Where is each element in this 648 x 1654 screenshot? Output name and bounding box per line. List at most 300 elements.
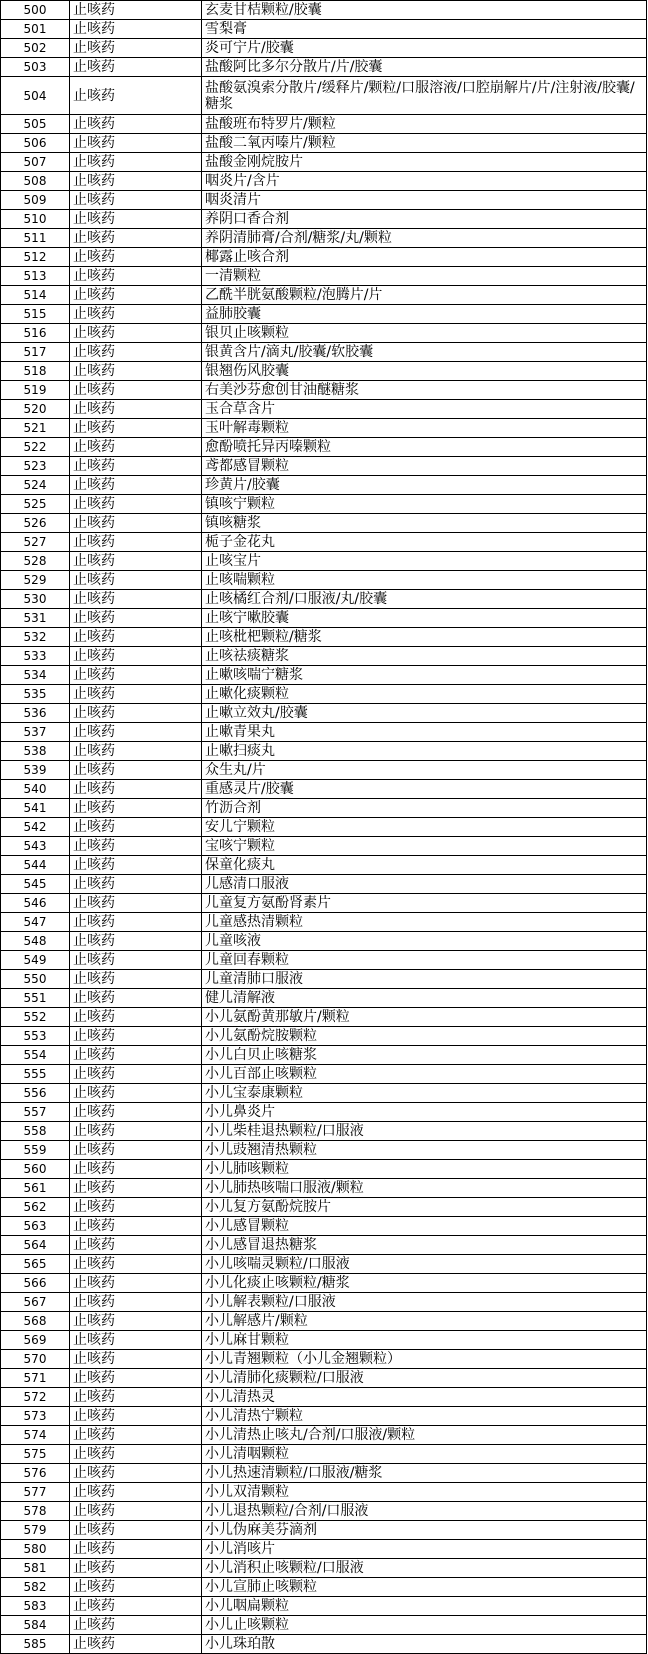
- category-cell: 止咳药: [70, 780, 202, 799]
- category-cell: 止咳药: [70, 742, 202, 761]
- drug-name-cell: 止嗽咳喘宁糖浆: [202, 666, 647, 685]
- category-cell: 止咳药: [70, 989, 202, 1008]
- table-row: [1, 210, 647, 229]
- drug-name-cell: 安儿宁颗粒: [202, 818, 647, 837]
- row-number-cell: 570: [1, 1350, 70, 1369]
- category-cell: 止咳药: [70, 1369, 202, 1388]
- row-number-cell: 504: [1, 77, 70, 115]
- category-cell: 止咳药: [70, 1521, 202, 1540]
- row-number-cell: 566: [1, 1274, 70, 1293]
- table-row: [1, 1445, 647, 1464]
- table-row: [1, 1578, 647, 1597]
- drug-name-cell: 小儿白贝止咳糖浆: [202, 1046, 647, 1065]
- category-cell: 止咳药: [70, 457, 202, 476]
- drug-name-cell: 小儿化痰止咳颗粒/糖浆: [202, 1274, 647, 1293]
- drug-name-cell: 愈酚喷托异丙嗪颗粒: [202, 438, 647, 457]
- table-row: [1, 818, 647, 837]
- category-cell: 止咳药: [70, 495, 202, 514]
- table-row: [1, 172, 647, 191]
- row-number-cell: 584: [1, 1616, 70, 1635]
- table-row: [1, 1, 647, 20]
- category-cell: 止咳药: [70, 172, 202, 191]
- category-cell: 止咳药: [70, 837, 202, 856]
- drug-name-cell: 小儿柴桂退热颗粒/口服液: [202, 1122, 647, 1141]
- table-row: [1, 514, 647, 533]
- table-row: [1, 761, 647, 780]
- drug-name-cell: 止嗽青果丸: [202, 723, 647, 742]
- row-number-cell: 553: [1, 1027, 70, 1046]
- table-row: [1, 77, 647, 115]
- drug-name-cell: 小儿咽扁颗粒: [202, 1597, 647, 1616]
- drug-name-cell: 小儿双清颗粒: [202, 1483, 647, 1502]
- row-number-cell: 583: [1, 1597, 70, 1616]
- category-cell: 止咳药: [70, 1, 202, 20]
- category-cell: 止咳药: [70, 134, 202, 153]
- drug-name-cell: 右美沙芬愈创甘油醚糖浆: [202, 381, 647, 400]
- category-cell: 止咳药: [70, 1179, 202, 1198]
- category-cell: 止咳药: [70, 248, 202, 267]
- row-number-cell: 567: [1, 1293, 70, 1312]
- drug-name-cell: 众生丸/片: [202, 761, 647, 780]
- category-cell: 止咳药: [70, 229, 202, 248]
- row-number-cell: 539: [1, 761, 70, 780]
- row-number-cell: 551: [1, 989, 70, 1008]
- table-row: [1, 362, 647, 381]
- row-number-cell: 513: [1, 267, 70, 286]
- row-number-cell: 512: [1, 248, 70, 267]
- drug-name-cell: 小儿宝泰康颗粒: [202, 1084, 647, 1103]
- category-cell: 止咳药: [70, 514, 202, 533]
- drug-name-cell: 小儿豉翘清热颗粒: [202, 1141, 647, 1160]
- category-cell: 止咳药: [70, 1540, 202, 1559]
- category-cell: 止咳药: [70, 1597, 202, 1616]
- category-cell: 止咳药: [70, 894, 202, 913]
- table-row: [1, 39, 647, 58]
- table-row: [1, 647, 647, 666]
- category-cell: 止咳药: [70, 723, 202, 742]
- table-row: [1, 1369, 647, 1388]
- drug-name-cell: 小儿氨酚黄那敏片/颗粒: [202, 1008, 647, 1027]
- drug-name-cell: 止咳宁嗽胶囊: [202, 609, 647, 628]
- category-cell: 止咳药: [70, 1141, 202, 1160]
- table-row: [1, 134, 647, 153]
- category-cell: 止咳药: [70, 1350, 202, 1369]
- table-row: [1, 609, 647, 628]
- drug-name-cell: 炎可宁片/胶囊: [202, 39, 647, 58]
- row-number-cell: 540: [1, 780, 70, 799]
- drug-name-cell: 镇咳宁颗粒: [202, 495, 647, 514]
- category-cell: 止咳药: [70, 1008, 202, 1027]
- drug-name-cell: 小儿肺咳颗粒: [202, 1160, 647, 1179]
- category-cell: 止咳药: [70, 951, 202, 970]
- table-row: [1, 552, 647, 571]
- table-row: [1, 267, 647, 286]
- row-number-cell: 501: [1, 20, 70, 39]
- table-row: [1, 115, 647, 134]
- table-row: [1, 1217, 647, 1236]
- table-row: [1, 932, 647, 951]
- table-row: [1, 1141, 647, 1160]
- row-number-cell: 571: [1, 1369, 70, 1388]
- table-row: [1, 951, 647, 970]
- table-row: [1, 799, 647, 818]
- category-cell: 止咳药: [70, 1445, 202, 1464]
- category-cell: 止咳药: [70, 799, 202, 818]
- category-cell: 止咳药: [70, 1559, 202, 1578]
- drug-name-cell: 银黄含片/滴丸/胶囊/软胶囊: [202, 343, 647, 362]
- row-number-cell: 560: [1, 1160, 70, 1179]
- drug-name-cell: 镇咳糖浆: [202, 514, 647, 533]
- row-number-cell: 524: [1, 476, 70, 495]
- row-number-cell: 542: [1, 818, 70, 837]
- row-number-cell: 529: [1, 571, 70, 590]
- row-number-cell: 564: [1, 1236, 70, 1255]
- table-row: [1, 628, 647, 647]
- category-cell: 止咳药: [70, 381, 202, 400]
- drug-name-cell: 小儿清咽颗粒: [202, 1445, 647, 1464]
- drug-name-cell: 小儿百部止咳颗粒: [202, 1065, 647, 1084]
- category-cell: 止咳药: [70, 1160, 202, 1179]
- row-number-cell: 505: [1, 115, 70, 134]
- table-row: [1, 1179, 647, 1198]
- category-cell: 止咳药: [70, 343, 202, 362]
- row-number-cell: 536: [1, 704, 70, 723]
- drug-name-cell: 盐酸金刚烷胺片: [202, 153, 647, 172]
- table-row: [1, 419, 647, 438]
- row-number-cell: 518: [1, 362, 70, 381]
- category-cell: 止咳药: [70, 305, 202, 324]
- row-number-cell: 516: [1, 324, 70, 343]
- table-row: [1, 1597, 647, 1616]
- row-number-cell: 547: [1, 913, 70, 932]
- drug-name-cell: 竹沥合剂: [202, 799, 647, 818]
- table-row: [1, 742, 647, 761]
- category-cell: 止咳药: [70, 1616, 202, 1635]
- row-number-cell: 530: [1, 590, 70, 609]
- row-number-cell: 548: [1, 932, 70, 951]
- drug-name-cell: 玉叶解毒颗粒: [202, 419, 647, 438]
- drug-name-cell: 小儿清热宁颗粒: [202, 1407, 647, 1426]
- row-number-cell: 554: [1, 1046, 70, 1065]
- category-cell: 止咳药: [70, 1331, 202, 1350]
- table-row: [1, 590, 647, 609]
- drug-name-cell: 儿童复方氨酚肾素片: [202, 894, 647, 913]
- table-row: [1, 1084, 647, 1103]
- row-number-cell: 507: [1, 153, 70, 172]
- row-number-cell: 579: [1, 1521, 70, 1540]
- table-row: [1, 20, 647, 39]
- table-row: [1, 1540, 647, 1559]
- table-row: [1, 571, 647, 590]
- row-number-cell: 528: [1, 552, 70, 571]
- category-cell: 止咳药: [70, 438, 202, 457]
- drug-name-cell: 咽炎片/含片: [202, 172, 647, 191]
- category-cell: 止咳药: [70, 647, 202, 666]
- row-number-cell: 582: [1, 1578, 70, 1597]
- row-number-cell: 575: [1, 1445, 70, 1464]
- drug-name-cell: 儿童回春颗粒: [202, 951, 647, 970]
- table-row: [1, 1331, 647, 1350]
- category-cell: 止咳药: [70, 1578, 202, 1597]
- category-cell: 止咳药: [70, 419, 202, 438]
- row-number-cell: 559: [1, 1141, 70, 1160]
- category-cell: 止咳药: [70, 1084, 202, 1103]
- drug-name-cell: 止咳宝片: [202, 552, 647, 571]
- table-row: [1, 286, 647, 305]
- row-number-cell: 552: [1, 1008, 70, 1027]
- row-number-cell: 506: [1, 134, 70, 153]
- table-row: [1, 1065, 647, 1084]
- category-cell: 止咳药: [70, 970, 202, 989]
- category-cell: 止咳药: [70, 210, 202, 229]
- drug-name-cell: 小儿热速清颗粒/口服液/糖浆: [202, 1464, 647, 1483]
- table-row: [1, 989, 647, 1008]
- row-number-cell: 526: [1, 514, 70, 533]
- table-row: [1, 248, 647, 267]
- table-row: [1, 780, 647, 799]
- drug-name-cell: 银贝止咳颗粒: [202, 324, 647, 343]
- category-cell: 止咳药: [70, 1122, 202, 1141]
- table-body: [1, 1, 647, 1654]
- row-number-cell: 546: [1, 894, 70, 913]
- category-cell: 止咳药: [70, 476, 202, 495]
- row-number-cell: 573: [1, 1407, 70, 1426]
- row-number-cell: 535: [1, 685, 70, 704]
- row-number-cell: 572: [1, 1388, 70, 1407]
- drug-name-cell: 珍黄片/胶囊: [202, 476, 647, 495]
- table-row: [1, 1388, 647, 1407]
- table-row: [1, 305, 647, 324]
- category-cell: 止咳药: [70, 1236, 202, 1255]
- row-number-cell: 521: [1, 419, 70, 438]
- drug-name-cell: 椰露止咳合剂: [202, 248, 647, 267]
- category-cell: 止咳药: [70, 77, 202, 115]
- row-number-cell: 510: [1, 210, 70, 229]
- table-row: [1, 1350, 647, 1369]
- table-row: [1, 837, 647, 856]
- drug-name-cell: 小儿咳喘灵颗粒/口服液: [202, 1255, 647, 1274]
- table-row: [1, 381, 647, 400]
- row-number-cell: 574: [1, 1426, 70, 1445]
- row-number-cell: 511: [1, 229, 70, 248]
- category-cell: 止咳药: [70, 875, 202, 894]
- drug-name-cell: 小儿解感片/颗粒: [202, 1312, 647, 1331]
- row-number-cell: 561: [1, 1179, 70, 1198]
- table-row: [1, 875, 647, 894]
- category-cell: 止咳药: [70, 685, 202, 704]
- drug-name-cell: 养阴清肺膏/合剂/糖浆/丸/颗粒: [202, 229, 647, 248]
- category-cell: 止咳药: [70, 856, 202, 875]
- category-cell: 止咳药: [70, 191, 202, 210]
- category-cell: 止咳药: [70, 533, 202, 552]
- drug-name-cell: 儿童咳液: [202, 932, 647, 951]
- table-row: [1, 229, 647, 248]
- table-row: [1, 1464, 647, 1483]
- drug-name-cell: 小儿清热灵: [202, 1388, 647, 1407]
- drug-name-cell: 止咳祛痰糖浆: [202, 647, 647, 666]
- category-cell: 止咳药: [70, 761, 202, 780]
- drug-name-cell: 小儿肺热咳喘口服液/颗粒: [202, 1179, 647, 1198]
- table-row: [1, 58, 647, 77]
- drug-name-cell: 栀子金花丸: [202, 533, 647, 552]
- row-number-cell: 543: [1, 837, 70, 856]
- category-cell: 止咳药: [70, 1274, 202, 1293]
- table-row: [1, 1255, 647, 1274]
- table-row: [1, 1122, 647, 1141]
- drug-name-cell: 重感灵片/胶囊: [202, 780, 647, 799]
- row-number-cell: 533: [1, 647, 70, 666]
- drug-name-cell: 止嗽立效丸/胶囊: [202, 704, 647, 723]
- row-number-cell: 557: [1, 1103, 70, 1122]
- table-row: [1, 1274, 647, 1293]
- table-row: [1, 1502, 647, 1521]
- drug-name-cell: 玄麦甘桔颗粒/胶囊: [202, 1, 647, 20]
- drug-name-cell: 乙酰半胱氨酸颗粒/泡腾片/片: [202, 286, 647, 305]
- drug-name-cell: 益肺胶囊: [202, 305, 647, 324]
- drug-name-cell: 小儿珠珀散: [202, 1635, 647, 1654]
- row-number-cell: 500: [1, 1, 70, 20]
- row-number-cell: 519: [1, 381, 70, 400]
- category-cell: 止咳药: [70, 552, 202, 571]
- row-number-cell: 585: [1, 1635, 70, 1654]
- table-row: [1, 1483, 647, 1502]
- drug-name-cell: 小儿鼻炎片: [202, 1103, 647, 1122]
- row-number-cell: 541: [1, 799, 70, 818]
- category-cell: 止咳药: [70, 1312, 202, 1331]
- row-number-cell: 565: [1, 1255, 70, 1274]
- table-row: [1, 438, 647, 457]
- row-number-cell: 550: [1, 970, 70, 989]
- category-cell: 止咳药: [70, 115, 202, 134]
- category-cell: 止咳药: [70, 1464, 202, 1483]
- table-row: [1, 685, 647, 704]
- table-row: [1, 191, 647, 210]
- row-number-cell: 545: [1, 875, 70, 894]
- table-row: [1, 1008, 647, 1027]
- drug-name-cell: 保童化痰丸: [202, 856, 647, 875]
- row-number-cell: 563: [1, 1217, 70, 1236]
- drug-name-cell: 盐酸二氧丙嗪片/颗粒: [202, 134, 647, 153]
- drug-name-cell: 儿童清肺口服液: [202, 970, 647, 989]
- table-row: [1, 1426, 647, 1445]
- drug-name-cell: 健儿清解液: [202, 989, 647, 1008]
- category-cell: 止咳药: [70, 1388, 202, 1407]
- drug-name-cell: 银翘伤风胶囊: [202, 362, 647, 381]
- drug-name-cell: 儿感清口服液: [202, 875, 647, 894]
- category-cell: 止咳药: [70, 58, 202, 77]
- table-row: [1, 1160, 647, 1179]
- row-number-cell: 562: [1, 1198, 70, 1217]
- category-cell: 止咳药: [70, 20, 202, 39]
- drug-name-cell: 盐酸氨溴索分散片/缓释片/颗粒/口服溶液/口腔崩解片/片/注射液/胶囊/糖浆: [202, 77, 647, 115]
- category-cell: 止咳药: [70, 1483, 202, 1502]
- table-row: [1, 1312, 647, 1331]
- row-number-cell: 576: [1, 1464, 70, 1483]
- drug-name-cell: 儿童感热清颗粒: [202, 913, 647, 932]
- category-cell: 止咳药: [70, 324, 202, 343]
- row-number-cell: 534: [1, 666, 70, 685]
- table-row: [1, 970, 647, 989]
- table-row: [1, 704, 647, 723]
- table-row: [1, 495, 647, 514]
- category-cell: 止咳药: [70, 1103, 202, 1122]
- table-row: [1, 1616, 647, 1635]
- table-row: [1, 1236, 647, 1255]
- row-number-cell: 578: [1, 1502, 70, 1521]
- category-cell: 止咳药: [70, 1046, 202, 1065]
- drug-name-cell: 小儿伪麻美芬滴剂: [202, 1521, 647, 1540]
- drug-name-cell: 小儿感冒退热糖浆: [202, 1236, 647, 1255]
- drug-name-cell: 一清颗粒: [202, 267, 647, 286]
- category-cell: 止咳药: [70, 1065, 202, 1084]
- table-row: [1, 1407, 647, 1426]
- category-cell: 止咳药: [70, 818, 202, 837]
- drug-name-cell: 小儿消咳片: [202, 1540, 647, 1559]
- table-row: [1, 1103, 647, 1122]
- table-row: [1, 1521, 647, 1540]
- drug-name-cell: 小儿解表颗粒/口服液: [202, 1293, 647, 1312]
- category-cell: 止咳药: [70, 1635, 202, 1654]
- drug-name-cell: 止嗽扫痰丸: [202, 742, 647, 761]
- row-number-cell: 509: [1, 191, 70, 210]
- drug-name-cell: 小儿复方氨酚烷胺片: [202, 1198, 647, 1217]
- drug-name-cell: 雪梨膏: [202, 20, 647, 39]
- category-cell: 止咳药: [70, 1027, 202, 1046]
- row-number-cell: 520: [1, 400, 70, 419]
- category-cell: 止咳药: [70, 1255, 202, 1274]
- table-row: [1, 324, 647, 343]
- drug-name-cell: 止嗽化痰颗粒: [202, 685, 647, 704]
- row-number-cell: 525: [1, 495, 70, 514]
- table-row: [1, 1635, 647, 1654]
- table-row: [1, 723, 647, 742]
- category-cell: 止咳药: [70, 913, 202, 932]
- table-row: [1, 1046, 647, 1065]
- row-number-cell: 523: [1, 457, 70, 476]
- table-row: [1, 457, 647, 476]
- drug-name-cell: 小儿清肺化痰颗粒/口服液: [202, 1369, 647, 1388]
- row-number-cell: 532: [1, 628, 70, 647]
- row-number-cell: 556: [1, 1084, 70, 1103]
- row-number-cell: 527: [1, 533, 70, 552]
- drug-name-cell: 小儿清热止咳丸/合剂/口服液/颗粒: [202, 1426, 647, 1445]
- row-number-cell: 569: [1, 1331, 70, 1350]
- row-number-cell: 537: [1, 723, 70, 742]
- category-cell: 止咳药: [70, 609, 202, 628]
- row-number-cell: 580: [1, 1540, 70, 1559]
- row-number-cell: 531: [1, 609, 70, 628]
- drug-name-cell: 小儿宣肺止咳颗粒: [202, 1578, 647, 1597]
- drug-name-cell: 小儿氨酚烷胺颗粒: [202, 1027, 647, 1046]
- row-number-cell: 549: [1, 951, 70, 970]
- category-cell: 止咳药: [70, 571, 202, 590]
- category-cell: 止咳药: [70, 286, 202, 305]
- table-row: [1, 913, 647, 932]
- table-row: [1, 343, 647, 362]
- table-row: [1, 1198, 647, 1217]
- category-cell: 止咳药: [70, 1426, 202, 1445]
- drug-name-cell: 盐酸阿比多尔分散片/片/胶囊: [202, 58, 647, 77]
- drug-name-cell: 小儿麻甘颗粒: [202, 1331, 647, 1350]
- row-number-cell: 538: [1, 742, 70, 761]
- table-row: [1, 153, 647, 172]
- category-cell: 止咳药: [70, 39, 202, 58]
- category-cell: 止咳药: [70, 1502, 202, 1521]
- table-row: [1, 1559, 647, 1578]
- category-cell: 止咳药: [70, 153, 202, 172]
- row-number-cell: 558: [1, 1122, 70, 1141]
- drug-name-cell: 小儿感冒颗粒: [202, 1217, 647, 1236]
